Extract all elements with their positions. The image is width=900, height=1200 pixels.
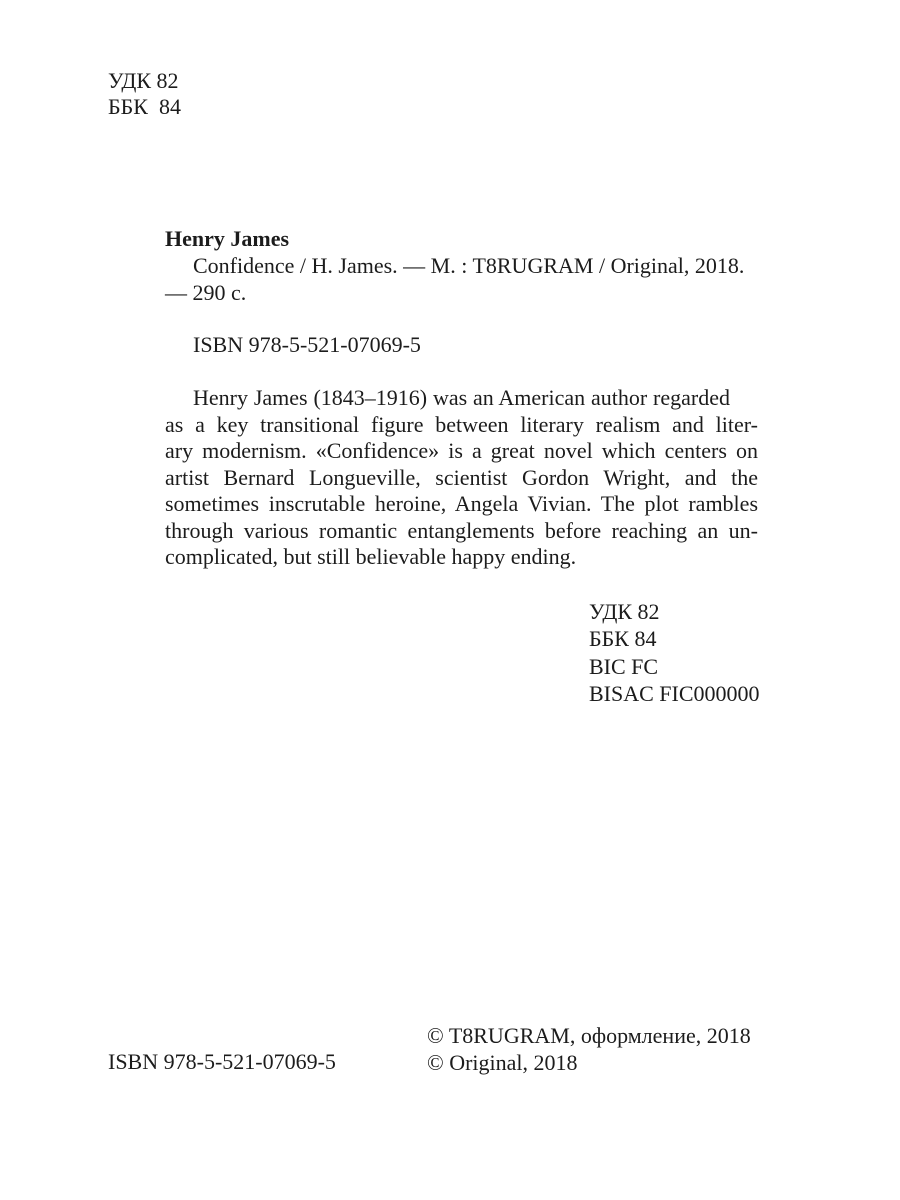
bic-code: BIC FC <box>589 653 659 679</box>
right-classification-block <box>589 598 760 707</box>
author-name: Henry James <box>165 226 290 251</box>
copyright-design: © T8RUGRAM, оформление, 2018 <box>427 1023 751 1048</box>
copyright-original: © Original, 2018 <box>427 1050 578 1075</box>
page-count-line: — 290 с. <box>165 280 247 305</box>
annotation-line: complicated, but still believable happy ending. <box>165 544 577 569</box>
annotation-line: ary modernism. «Confidence» is a great novel which centers on <box>165 438 758 463</box>
annotation-line: as a key transitional figure between literary realism and liter- <box>165 411 758 437</box>
annotation-line: through various romantic entanglements before reaching an un- <box>165 517 758 543</box>
bibliographic-title-line: Confidence / H. James. — M. : T8RUGRAM / Original, 2018. <box>193 253 745 278</box>
annotation-line: Henry James (1843–1916) was an American author regarded <box>193 385 730 410</box>
bbk-code: ББК 84 <box>108 94 181 119</box>
top-classification-block <box>108 68 181 120</box>
annotation-line: sometimes inscrutable heroine, Angela Vivian. The plot rambles <box>165 491 758 516</box>
copyright-block <box>427 1022 751 1076</box>
bisac-code: BISAC FIC000000 <box>589 680 760 706</box>
udk-code: УДК 82 <box>589 599 660 624</box>
isbn-footer: ISBN 978-5-521-07069-5 <box>108 1049 336 1074</box>
isbn-bibliographic: ISBN 978-5-521-07069-5 <box>193 332 421 357</box>
bbk-code: ББК 84 <box>589 626 657 652</box>
annotation-line: artist Bernard Longueville, scientist Gordon Wright, and the <box>165 464 758 490</box>
annotation-paragraph <box>165 385 758 571</box>
udk-code: УДК 82 <box>108 68 179 93</box>
